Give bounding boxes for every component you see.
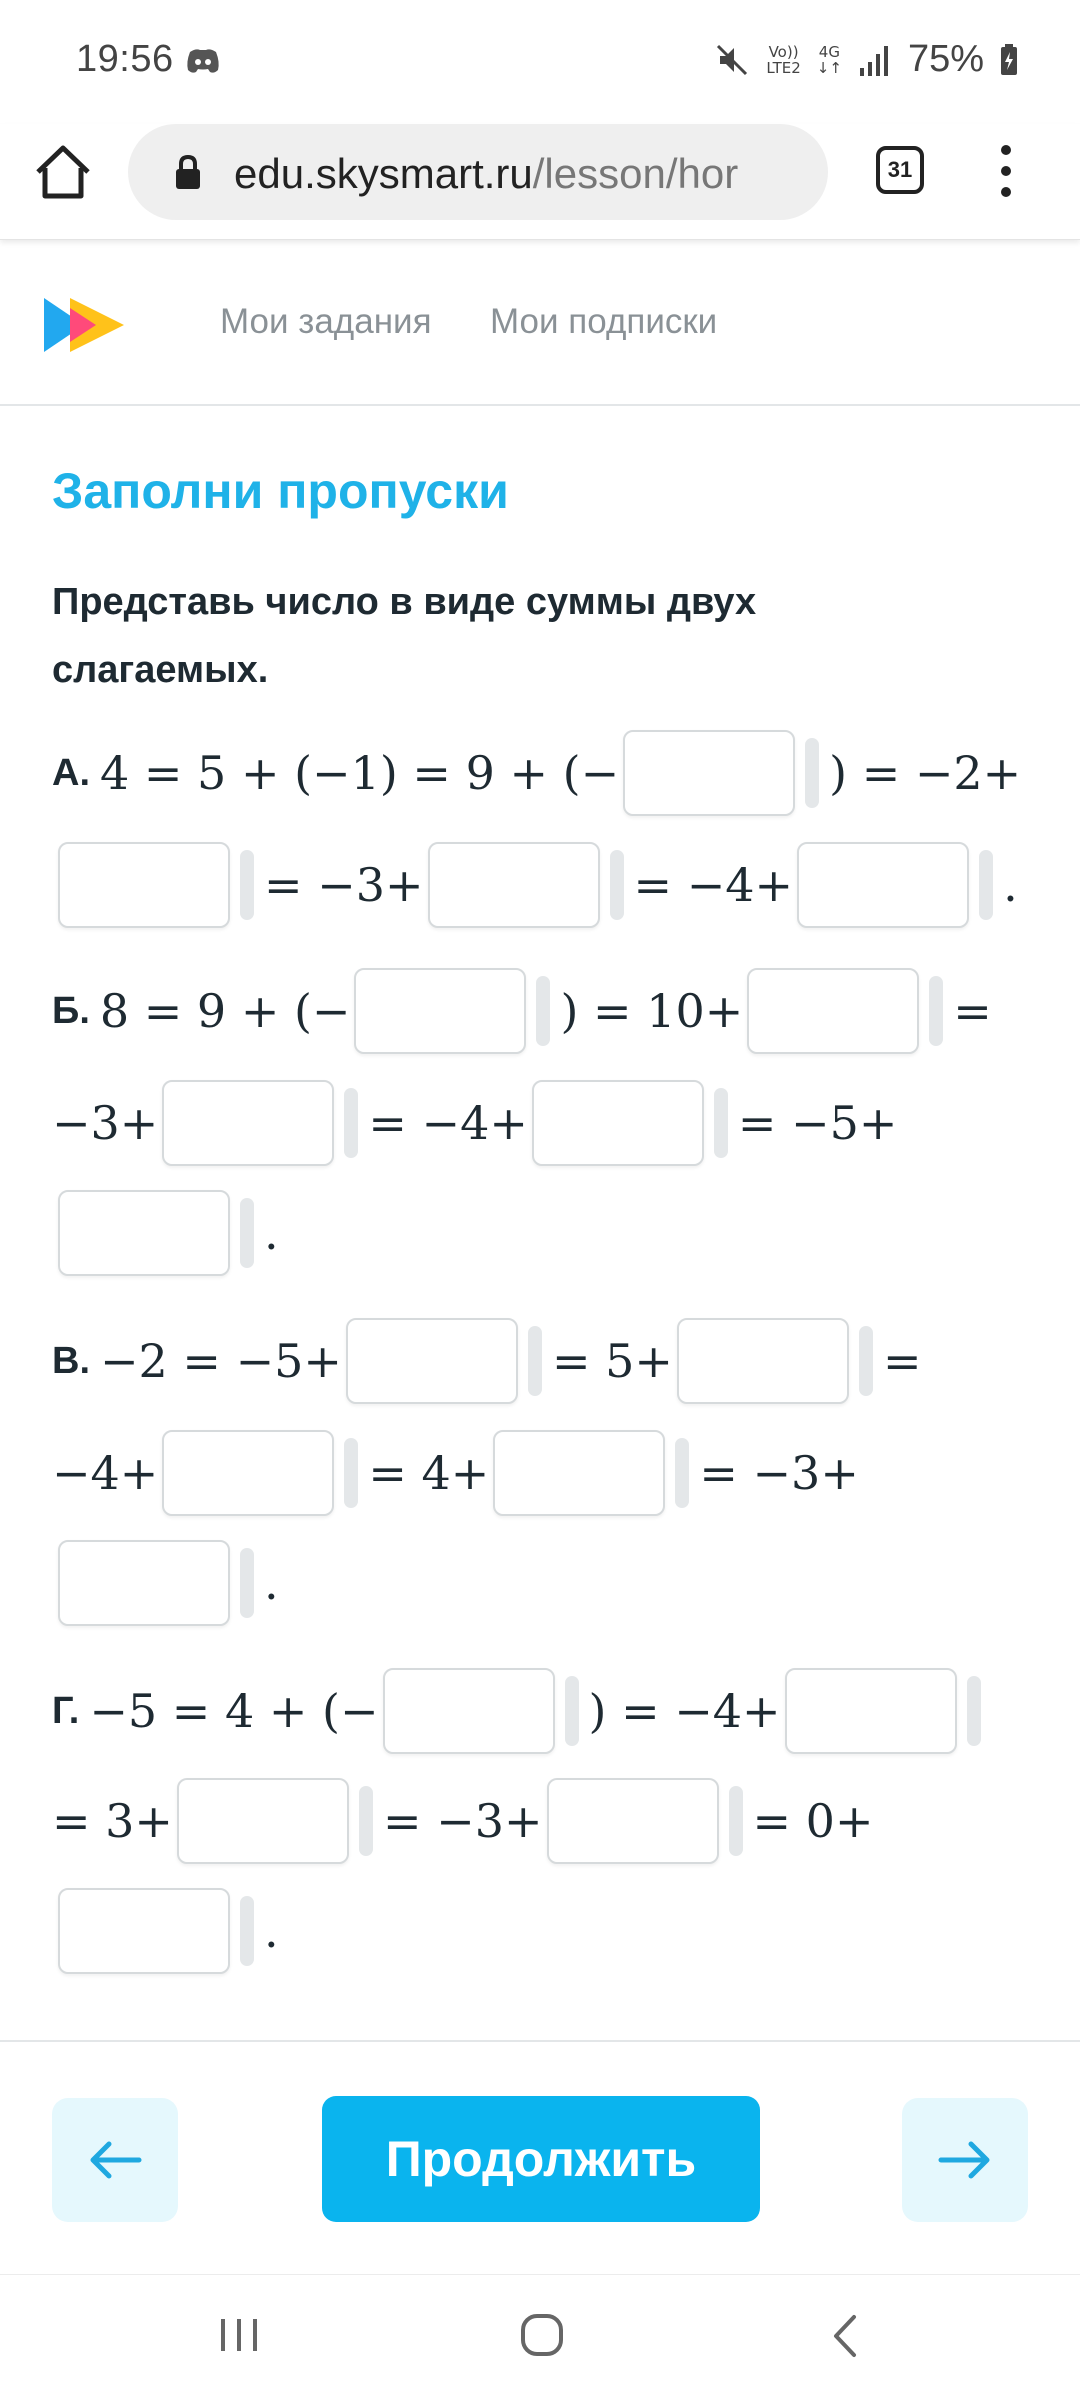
answer-input-a1[interactable] (623, 730, 795, 816)
input-handle (929, 976, 943, 1046)
math-text: = (882, 1334, 922, 1388)
answer-input-c1[interactable] (346, 1318, 518, 1404)
item-letter-c: В. (52, 1339, 90, 1382)
arrow-left-icon (87, 2140, 143, 2180)
battery-percent: 75% (907, 38, 984, 80)
skysmart-logo[interactable] (40, 294, 128, 356)
more-menu-icon[interactable] (996, 144, 1016, 198)
math-c-line-1 (52, 1318, 921, 1404)
mute-icon (714, 42, 750, 78)
input-handle (729, 1786, 743, 1856)
site-header (0, 244, 1080, 406)
answer-input-d1[interactable] (383, 1668, 555, 1754)
math-text: = −4+ (633, 858, 794, 912)
address-bar[interactable] (128, 124, 828, 220)
input-handle (344, 1088, 358, 1158)
lock-icon (174, 154, 202, 190)
math-text: −5 = 4 + (− (89, 1684, 379, 1738)
input-handle (240, 1548, 254, 1618)
math-text: = −3+ (699, 1446, 859, 1500)
nav-my-subscriptions[interactable]: Мои подписки (490, 302, 718, 341)
answer-input-b3[interactable] (162, 1080, 334, 1166)
input-handle (714, 1088, 728, 1158)
math-text: = 3+ (52, 1794, 173, 1848)
math-text: ) = −2+ (829, 746, 1022, 800)
answer-input-b4[interactable] (532, 1080, 704, 1166)
math-text: = 4+ (368, 1446, 490, 1500)
status-icons (714, 38, 1018, 81)
math-text: . (264, 1904, 279, 1958)
android-home-icon[interactable] (520, 2313, 564, 2357)
tabs-button[interactable]: 31 (876, 146, 924, 194)
math-text: = (953, 984, 992, 1038)
input-handle (565, 1676, 579, 1746)
math-text: = −4+ (368, 1096, 528, 1150)
math-a-line-1 (52, 730, 1021, 816)
math-text: 4 = 5 + (−1) = 9 + (− (100, 746, 620, 800)
browser-toolbar (0, 124, 1080, 240)
arrow-right-icon (937, 2140, 993, 2180)
math-text: −2 = −5+ (100, 1334, 342, 1388)
task-title: Заполни пропуски (52, 463, 509, 519)
input-handle (979, 850, 993, 920)
item-letter-d: Г. (52, 1689, 80, 1732)
math-text: 8 = 9 + (− (99, 984, 351, 1038)
answer-input-c2[interactable] (677, 1318, 849, 1404)
url-text: edu.skysmart.ru/lesson/hor (234, 150, 739, 197)
math-text: . (1003, 858, 1018, 912)
input-handle (610, 850, 624, 920)
math-b-line-1 (52, 968, 992, 1054)
divider (0, 2040, 1080, 2042)
item-letter-a: А. (52, 751, 90, 794)
math-text: = 0+ (752, 1794, 874, 1848)
math-a-line-2 (52, 842, 1018, 928)
math-text: ) = 10+ (560, 984, 744, 1038)
next-button[interactable] (902, 2098, 1028, 2222)
answer-input-b1[interactable] (354, 968, 526, 1054)
math-text: . (264, 1556, 279, 1610)
answer-input-c3[interactable] (162, 1430, 334, 1516)
math-text: = 5+ (551, 1334, 673, 1388)
math-d-line-2 (52, 1778, 874, 1864)
math-text: = −3+ (264, 858, 424, 912)
answer-input-d2[interactable] (785, 1668, 957, 1754)
signal-icon (858, 44, 892, 76)
nav-my-tasks[interactable]: Мои задания (220, 302, 432, 341)
item-letter-b: Б. (52, 989, 90, 1032)
android-navigation-bar (0, 2274, 1080, 2400)
home-icon[interactable] (30, 138, 96, 204)
math-text: . (264, 1206, 279, 1260)
answer-input-a2[interactable] (58, 842, 230, 928)
answer-input-c4[interactable] (493, 1430, 665, 1516)
input-handle (240, 850, 254, 920)
battery-icon (1000, 44, 1018, 76)
math-text: = −5+ (737, 1096, 898, 1150)
input-handle (359, 1786, 373, 1856)
math-d-line-1 (52, 1668, 991, 1754)
input-handle (859, 1326, 873, 1396)
math-c-line-2 (52, 1430, 859, 1516)
math-text: −3+ (52, 1096, 159, 1150)
task-question: Представь число в виде суммы двух слагаемых. (52, 581, 757, 691)
math-text: ) = −4+ (588, 1684, 781, 1738)
input-handle (967, 1676, 981, 1746)
math-text: = −3+ (382, 1794, 543, 1848)
answer-input-d4[interactable] (547, 1778, 719, 1864)
math-b-line-2 (52, 1080, 897, 1166)
answer-input-a3[interactable] (428, 842, 600, 928)
answer-input-a4[interactable] (797, 842, 969, 928)
input-handle (240, 1896, 254, 1966)
math-text: −4+ (52, 1446, 159, 1500)
answer-input-d5[interactable] (58, 1888, 230, 1974)
prev-button[interactable] (52, 2098, 178, 2222)
math-b-line-3 (52, 1190, 279, 1276)
input-handle (675, 1438, 689, 1508)
continue-button[interactable]: Продолжить (322, 2096, 760, 2222)
answer-input-c5[interactable] (58, 1540, 230, 1626)
math-d-line-3 (52, 1888, 279, 1974)
answer-input-d3[interactable] (177, 1778, 349, 1864)
input-handle (805, 738, 819, 808)
recent-apps-icon[interactable] (218, 2315, 260, 2355)
status-bar (0, 0, 1080, 124)
input-handle (240, 1198, 254, 1268)
input-handle (344, 1438, 358, 1508)
input-handle (536, 976, 550, 1046)
back-icon[interactable] (830, 2313, 858, 2359)
answer-input-b2[interactable] (747, 968, 919, 1054)
4g-indicator: 4G ↓↑ (816, 42, 842, 77)
input-handle (528, 1326, 542, 1396)
answer-input-b5[interactable] (58, 1190, 230, 1276)
status-time: 19:56 (76, 38, 174, 80)
math-c-line-3 (52, 1540, 279, 1626)
volte-indicator: Vo)) LTE2 (766, 42, 801, 77)
discord-icon (186, 48, 220, 74)
